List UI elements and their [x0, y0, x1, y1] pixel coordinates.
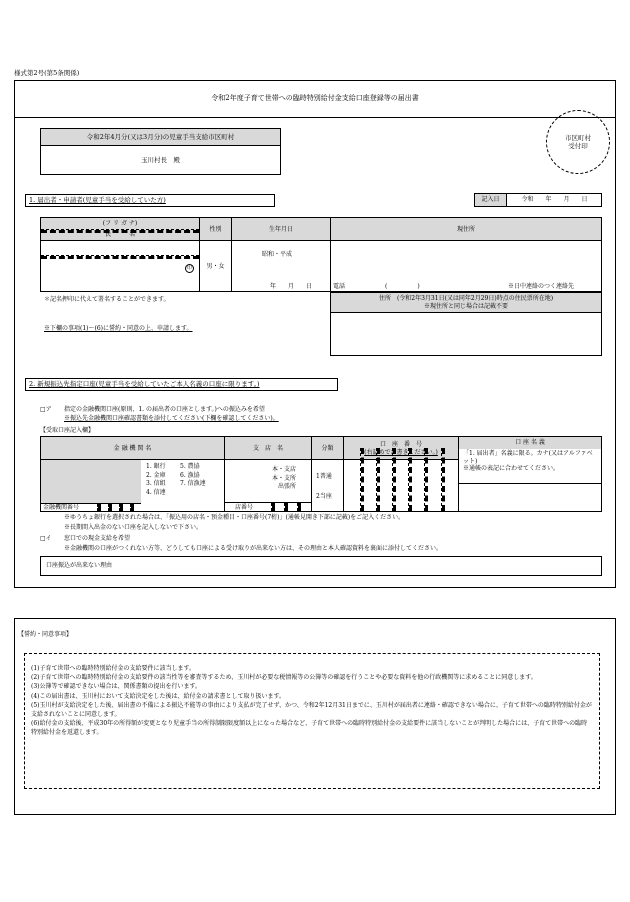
pledge-item-4: (4)この届出書は、玉川村において支給決定をした後は、給付金の請求書として取り扱います。 [31, 692, 286, 700]
gender-label: 性別 [209, 225, 222, 233]
name-input[interactable] [41, 242, 199, 291]
pledge-box [24, 653, 600, 789]
bank-type-7[interactable]: 7. 信漁連 [180, 480, 206, 487]
agree-note: ※下欄の事項(1)～(6)に誓約・同意の上、申請します。 [44, 325, 193, 332]
branch-type-3[interactable]: 出張所 [278, 483, 297, 490]
option-b-note: ※金融機関の口座がつくれない方等、どうしても口座による受け取りが出来ない方は、その理由と本人確認資料を裏面に添付してください。 [64, 545, 443, 552]
name-label: 氏 名 [104, 231, 135, 239]
stamp-line1: 市区町村 [565, 133, 591, 142]
date-label: 記入日 [475, 194, 507, 206]
prev-address-input[interactable] [331, 314, 601, 355]
phone-note: ※日中連絡のつく連絡先 [508, 283, 575, 290]
option-b-checkbox[interactable]: □イ [40, 535, 52, 542]
no-account-reason-box[interactable] [40, 556, 602, 576]
birth-label: 生年月日 [268, 225, 293, 233]
yucho-note: ※ゆうちょ銀行を選択された場合は、「振込用の店名・預金種目・口座番号(7桁)」(通帳見開き下部に記載)をご記入ください。 [64, 514, 405, 521]
address-input[interactable] [331, 242, 601, 280]
phone-input[interactable]: ( ) [385, 283, 420, 290]
form-title: 令和2年度子育て世帯への臨時特別給付金支給口座登録等の届出書 [211, 94, 419, 103]
col-holder: 口 座 名 義 [515, 439, 545, 447]
section2-title: 2. 新規振込先指定口座(児童手当を受給していたご本人名義の口座に限ります。) [25, 378, 338, 391]
gender-value[interactable]: 男・女 [206, 262, 225, 270]
pledge-item-5: (5)玉川村が支給決定をした後、届出書の不備による振込不能等の事由により支払が完了せず、かつ、令和2年12月31日までに、玉川村が届出者に連絡・確認できない場合に、子育て世帯への臨時特別給付金が支給されないことに同意します。 [31, 701, 592, 719]
reception-stamp-circle [546, 110, 610, 174]
holder-note: 「1. 届出者」名義に限る。カナ(又はアルファベット) [463, 450, 593, 465]
section1-title: 1. 届出者・申請者(児童手当を受給していた方) [25, 194, 275, 207]
birth-ymd[interactable]: 年 月 日 [270, 283, 313, 290]
col-type: 分類 [321, 444, 334, 452]
bank-type-2[interactable]: 2. 金庫 [146, 471, 166, 479]
col-bank: 金 融 機 関 名 [113, 444, 152, 452]
signature-note: ＊記名押印に代えて署名することができます。 [44, 296, 170, 303]
option-a-checkbox[interactable]: □ア [40, 406, 52, 413]
no-account-reason-label: 口座振込が出来ない理由 [46, 562, 113, 569]
pledge-item-3: (3)公簿等で確認できない場合は、関係書類の提出を行います。 [31, 683, 202, 691]
option-a-label: 指定の金融機関口座(原則、1. の届出者の口座とします。)への振込みを希望 [64, 406, 265, 413]
pledge-item-1: (1)子育て世帯への臨時特別給付金の支給要件に該当します。 [31, 665, 196, 672]
longterm-note: ※長期間入出金のない口座を記入しないで下さい。 [64, 524, 203, 531]
bank-type-6[interactable]: 6. 漁協 [180, 471, 200, 479]
account-type-1[interactable]: 1普通 [316, 473, 332, 480]
bank-code-label: 金融機関番号 [43, 504, 80, 511]
branch-type-2[interactable]: 本・支所 [272, 474, 297, 482]
holder-note2: ※通帳の表記に合わせてください。 [463, 465, 560, 472]
branch-type-1[interactable]: 本・支店 [272, 466, 297, 473]
birth-era[interactable]: 昭和・平成 [262, 251, 293, 258]
seal-mark: 印 [186, 265, 192, 272]
phone-label: 電話 [333, 283, 346, 290]
col-number-note: (右詰めでお書きください。) [364, 448, 438, 456]
col-number: 口 座 番 号 [379, 441, 422, 448]
prev-address-label: 住所 (令和2年3月31日(又は同年2月29日)時点の住民票所在地) [378, 295, 554, 302]
branch-code-label: 店番号 [235, 504, 254, 511]
bank-type-1[interactable]: 1. 銀行 [146, 463, 166, 470]
bank-type-3[interactable]: 3. 信組 [146, 480, 166, 487]
date-value-field[interactable]: 令和 年 月 日 [521, 196, 588, 204]
form-label: 様式第2号(第5条関係) [14, 69, 80, 77]
col-branch: 支 店 名 [252, 444, 283, 452]
address-label: 現住所 [456, 225, 475, 233]
account-type-2[interactable]: 2当座 [316, 493, 332, 500]
municipality-addressee: 玉川村長 殿 [141, 156, 180, 165]
account-header: 【受取口座記入欄】 [40, 427, 95, 434]
bank-type-5[interactable]: 5. 農協 [180, 463, 200, 470]
option-a-note: ※振込先金融機関口座確認書類を添付してください(下欄を確認してください)。 [64, 415, 279, 422]
municipality-header: 令和2年4月分(又は3月分)の児童手当支給市区町村 [41, 129, 280, 146]
pledge-item-2: (2)子育て世帯への臨時特別給付金の支給要件の該当性等を審査等するため、玉川村が必要な税情報等の公簿等の確認を行うことや必要な資料を他の行政機関等に求めることに同意します。 [31, 674, 537, 682]
bank-type-4[interactable]: 4. 信連 [146, 488, 166, 496]
stamp-line2: 受付印 [568, 142, 588, 150]
pledge-header: 【誓約・同意事項】 [18, 631, 73, 638]
furigana-label: (フ リ ガ ナ) [102, 220, 138, 228]
option-b-label: 窓口での現金支給を希望 [64, 535, 131, 542]
prev-address-note: ※現住所と同じ場合は記載不要 [423, 302, 508, 310]
pledge-item-6: (6)給付金の支給後、平成30年の所得額が変更となり児童手当の所得制限限度額以上になった場合など、子育て世帯への臨時特別給付金の支給要件に該当しないことが判明した場合には、子育て世帯への臨時特別給付金を返還します。 [31, 720, 588, 737]
